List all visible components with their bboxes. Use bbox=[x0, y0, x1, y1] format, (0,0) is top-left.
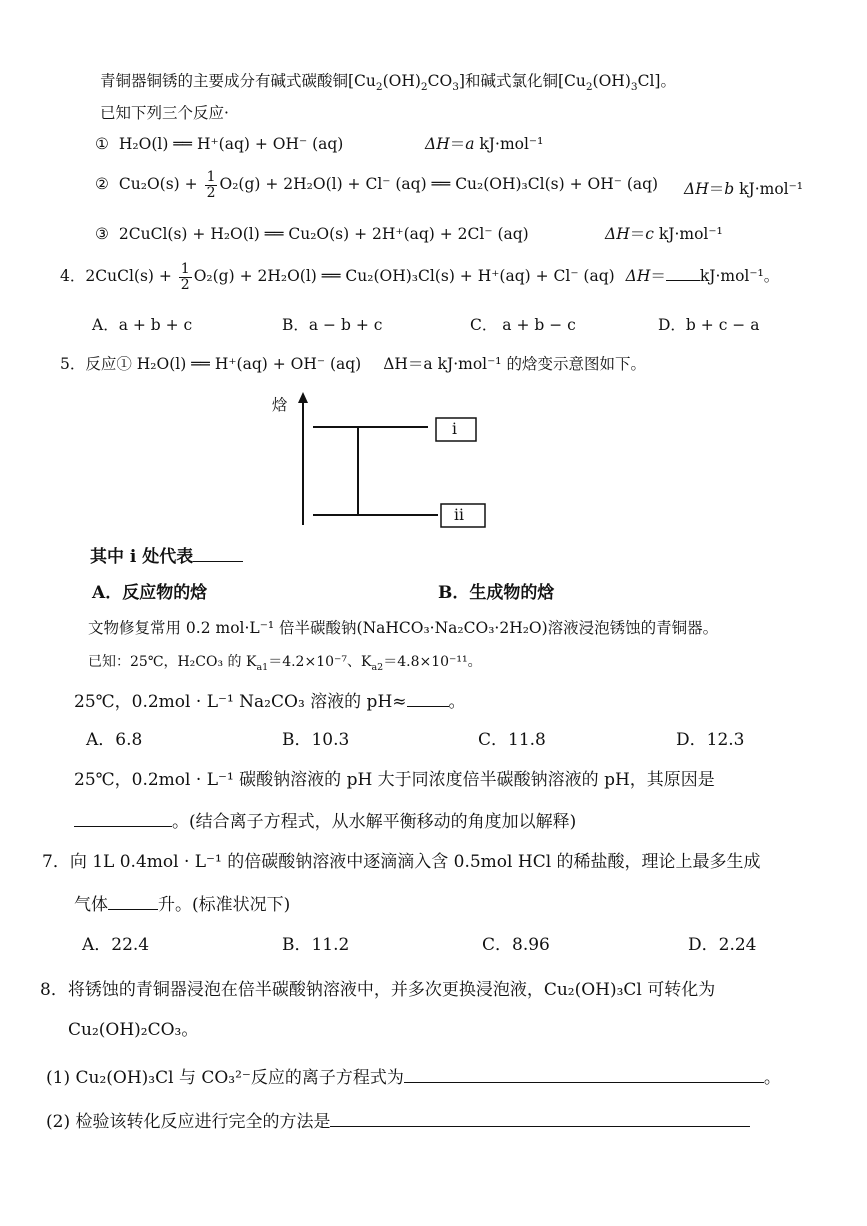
intro-sub: 2 bbox=[375, 81, 383, 94]
q8-sub1 bbox=[46, 1066, 781, 1088]
q8-stem: 8．将锈蚀的青铜器浸泡在倍半碳酸钠溶液中，并多次更换浸泡液，Cu₂(OH)₃Cl 可转化为 bbox=[40, 980, 716, 1000]
dh-unit: kJ·mol⁻¹ bbox=[734, 180, 804, 198]
q7-option-a[interactable]: A．22.4 bbox=[82, 935, 150, 955]
frac-num: 1 bbox=[206, 169, 216, 185]
delta-h: ΔH bbox=[605, 225, 630, 243]
box-ii-label: ii bbox=[454, 506, 464, 524]
q6-ph-question bbox=[74, 690, 466, 712]
dh-var: b bbox=[724, 180, 735, 198]
answer-blank[interactable] bbox=[404, 1066, 764, 1083]
q4-option-b[interactable]: B．a − b + c bbox=[282, 316, 383, 334]
dh-eq: ＝ bbox=[650, 267, 666, 286]
enthalpy-diagram-svg bbox=[270, 390, 500, 535]
q6-intro: 文物修复常用 0.2 mol·L⁻¹ 倍半碳酸钠(NaHCO₃·Na₂CO₃·2H₂O)溶液浸泡锈蚀的青铜器。 bbox=[88, 619, 719, 637]
q4-left: 2CuCl(s) + bbox=[85, 267, 177, 286]
delta-h: ΔH bbox=[684, 180, 709, 198]
dh-unit: kJ·mol⁻¹ bbox=[653, 225, 723, 243]
delta-h: ΔH bbox=[425, 135, 450, 153]
equals-arrow: ══ bbox=[173, 135, 193, 153]
fraction-half bbox=[205, 170, 218, 200]
q8-stem-2: Cu₂(OH)₂CO₃。 bbox=[68, 1020, 199, 1040]
reaction-3-dh bbox=[605, 225, 723, 244]
q5-question bbox=[90, 545, 243, 567]
intro-text: CO bbox=[427, 72, 453, 90]
q5-text: H⁺(aq) + OH⁻ (aq) bbox=[214, 355, 362, 373]
q6-reason-hint: 。(结合离子方程式，从水解平衡移动的角度加以解释) bbox=[172, 812, 577, 832]
intro-sub: 2 bbox=[585, 81, 593, 94]
q4-right: Cu₂(OH)₃Cl(s) + H⁺(aq) + Cl⁻ (aq) bbox=[345, 267, 615, 286]
frac-num: 1 bbox=[180, 261, 190, 277]
box-i-label: i bbox=[452, 420, 457, 438]
q7-text: 升。(标准状况下) bbox=[158, 895, 291, 915]
q6-known bbox=[88, 654, 482, 671]
intro-text: (OH) bbox=[592, 72, 631, 90]
q6-ph-end: 。 bbox=[448, 692, 466, 712]
reaction-number: ② bbox=[95, 175, 109, 194]
q6-option-a[interactable]: A．6.8 bbox=[86, 730, 143, 750]
answer-blank[interactable] bbox=[193, 545, 243, 562]
q8-sub2-text: (2) 检验该转化反应进行完全的方法是 bbox=[46, 1112, 331, 1132]
q4-option-a[interactable]: A．a + b + c bbox=[92, 316, 193, 334]
q7-option-b[interactable]: B．11.2 bbox=[282, 935, 350, 955]
reaction-left: O₂(g) + 2H₂O(l) + Cl⁻ (aq) bbox=[219, 175, 427, 194]
intro-line-2: 已知下列三个反应· bbox=[100, 104, 229, 122]
answer-blank[interactable] bbox=[407, 690, 449, 707]
q5-text: 5．反应① H₂O(l) bbox=[60, 355, 187, 373]
intro-line-1 bbox=[100, 72, 676, 94]
ka2-value: ＝4.8×10⁻¹¹。 bbox=[383, 654, 482, 670]
q4-stem bbox=[60, 262, 779, 292]
answer-blank[interactable] bbox=[74, 810, 172, 827]
answer-blank[interactable] bbox=[330, 1110, 750, 1127]
q6-reason-line bbox=[74, 810, 576, 832]
ka1-sub: a1 bbox=[256, 661, 269, 673]
reaction-number: ① bbox=[95, 135, 109, 153]
q5-option-b[interactable]: B．生成物的焓 bbox=[438, 583, 555, 603]
reaction-2 bbox=[95, 170, 658, 200]
equals-arrow: ══ bbox=[191, 355, 210, 373]
reaction-right: H⁺(aq) + OH⁻ (aq) bbox=[196, 135, 344, 153]
q6-reason-question: 25℃，0.2mol · L⁻¹ 碳酸钠溶液的 pH 大于同浓度倍半碳酸钠溶液的 pH，其原因是 bbox=[74, 770, 715, 790]
q4-option-d[interactable]: D．b + c − a bbox=[658, 316, 760, 334]
q6-known-text: 已知：25℃，H₂CO₃ 的 K bbox=[88, 654, 257, 670]
q7-text: 气体 bbox=[74, 895, 108, 915]
equals-arrow: ══ bbox=[321, 267, 341, 286]
dh-eq: ＝ bbox=[629, 225, 646, 243]
intro-text: 青铜器铜锈的主要成分有碱式碳酸铜[Cu bbox=[100, 72, 376, 90]
q8-sub2 bbox=[46, 1110, 750, 1132]
intro-text: (OH) bbox=[382, 72, 421, 90]
q7-stem: 7．向 1L 0.4mol · L⁻¹ 的倍碳酸钠溶液中逐滴滴入含 0.5mol HCl 的稀盐酸，理论上最多生成 bbox=[42, 852, 761, 872]
frac-den: 2 bbox=[206, 184, 216, 201]
equals-arrow: ══ bbox=[431, 175, 451, 194]
q6-option-d[interactable]: D．12.3 bbox=[676, 730, 745, 750]
q7-option-c[interactable]: C．8.96 bbox=[482, 935, 550, 955]
dh-var: a bbox=[465, 135, 475, 153]
q5-stem bbox=[60, 355, 646, 374]
ka1-value: ＝4.2×10⁻⁷、K bbox=[268, 654, 372, 670]
q7-option-d[interactable]: D．2.24 bbox=[688, 935, 757, 955]
dh-unit: kJ·mol⁻¹。 bbox=[699, 267, 780, 286]
reaction-left: H₂O(l) bbox=[118, 135, 169, 153]
reaction-right: Cu₂O(s) + 2H⁺(aq) + 2Cl⁻ (aq) bbox=[288, 225, 529, 243]
dh-var: c bbox=[645, 225, 654, 243]
intro-text: ]和碱式氯化铜[Cu bbox=[458, 72, 586, 90]
reaction-right: Cu₂(OH)₃Cl(s) + OH⁻ (aq) bbox=[455, 175, 659, 194]
q4-option-c[interactable]: C． a + b − c bbox=[470, 316, 576, 334]
intro-text: Cl]。 bbox=[637, 72, 676, 90]
q6-ph-text: 25℃，0.2mol · L⁻¹ Na₂CO₃ 溶液的 pH≈ bbox=[74, 692, 407, 712]
enthalpy-diagram bbox=[270, 390, 500, 540]
dh-eq: ＝ bbox=[708, 180, 725, 198]
fraction-half bbox=[179, 262, 192, 292]
reaction-1 bbox=[95, 135, 343, 154]
reaction-left: 2CuCl(s) + H₂O(l) bbox=[118, 225, 260, 243]
reaction-number: ③ bbox=[95, 225, 109, 243]
q7-stem-2 bbox=[74, 893, 290, 915]
axis-arrowhead bbox=[298, 392, 308, 403]
equals-arrow: ══ bbox=[264, 225, 284, 243]
q5-dh: ΔH＝a kJ·mol⁻¹ 的焓变示意图如下。 bbox=[383, 355, 646, 373]
q5-option-a[interactable]: A．反应物的焓 bbox=[92, 583, 208, 603]
frac-den: 2 bbox=[180, 276, 190, 293]
reaction-2-dh bbox=[684, 180, 803, 199]
q4-left: O₂(g) + 2H₂O(l) bbox=[193, 267, 317, 286]
delta-h: ΔH bbox=[625, 267, 651, 286]
dh-eq: ＝ bbox=[449, 135, 466, 153]
q4-number: 4． bbox=[60, 267, 86, 286]
answer-blank[interactable] bbox=[108, 893, 158, 910]
intro-sub: 2 bbox=[420, 81, 428, 94]
q8-sub1-text: (1) Cu₂(OH)₃Cl 与 CO₃²⁻反应的离子方程式为 bbox=[46, 1068, 404, 1088]
q6-option-c[interactable]: C．11.8 bbox=[478, 730, 546, 750]
reaction-1-dh bbox=[425, 135, 543, 154]
intro-sub: 3 bbox=[452, 81, 459, 94]
ka2-sub: a2 bbox=[371, 661, 384, 673]
q6-option-b[interactable]: B．10.3 bbox=[282, 730, 350, 750]
answer-blank[interactable] bbox=[666, 264, 700, 281]
reaction-left: Cu₂O(s) + bbox=[118, 175, 203, 194]
reaction-3 bbox=[95, 225, 529, 244]
axis-label-enthalpy: 焓 bbox=[272, 396, 288, 414]
intro-sub: 3 bbox=[630, 81, 638, 94]
q5-question-text: 其中 i 处代表 bbox=[90, 547, 194, 567]
dh-unit: kJ·mol⁻¹ bbox=[474, 135, 544, 153]
q8-sub1-end: 。 bbox=[763, 1068, 781, 1088]
